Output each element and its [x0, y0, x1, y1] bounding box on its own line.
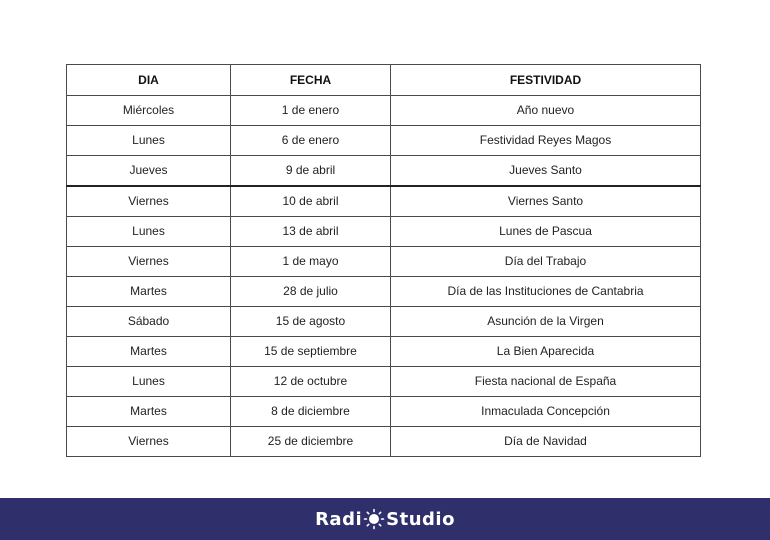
- table-row: [67, 367, 701, 397]
- cell-festividad: Inmaculada Concepción: [391, 397, 701, 427]
- logo-text-right: Studio: [386, 508, 455, 530]
- cell-fecha: 13 de abril: [231, 217, 391, 247]
- cell-festividad: Lunes de Pascua: [391, 217, 701, 247]
- table-row: [67, 126, 701, 156]
- cell-festividad: Viernes Santo: [391, 186, 701, 217]
- cell-dia: Viernes: [67, 247, 231, 277]
- cell-fecha: 10 de abril: [231, 186, 391, 217]
- cell-fecha: 9 de abril: [231, 156, 391, 187]
- cell-festividad: Día de Navidad: [391, 427, 701, 457]
- cell-dia: Lunes: [67, 126, 231, 156]
- cell-festividad: Fiesta nacional de España: [391, 367, 701, 397]
- table-row: [67, 186, 701, 217]
- holidays-table: [66, 64, 701, 457]
- table-row: [67, 427, 701, 457]
- cell-festividad: La Bien Aparecida: [391, 337, 701, 367]
- cell-dia: Martes: [67, 277, 231, 307]
- cell-dia: Miércoles: [67, 96, 231, 126]
- header-fecha: FECHA: [231, 65, 391, 96]
- cell-fecha: 6 de enero: [231, 126, 391, 156]
- cell-fecha: 15 de septiembre: [231, 337, 391, 367]
- cell-dia: Lunes: [67, 217, 231, 247]
- cell-fecha: 1 de enero: [231, 96, 391, 126]
- cell-dia: Viernes: [67, 186, 231, 217]
- cell-dia: Sábado: [67, 307, 231, 337]
- cell-fecha: 8 de diciembre: [231, 397, 391, 427]
- table-row: [67, 307, 701, 337]
- table-row: [67, 247, 701, 277]
- cell-festividad: Festividad Reyes Magos: [391, 126, 701, 156]
- cell-festividad: Año nuevo: [391, 96, 701, 126]
- table-row: [67, 156, 701, 187]
- cell-festividad: Jueves Santo: [391, 156, 701, 187]
- cell-festividad: Día de las Instituciones de Cantabria: [391, 277, 701, 307]
- logo-text-left: Radi: [315, 508, 363, 530]
- cell-festividad: Día del Trabajo: [391, 247, 701, 277]
- cell-fecha: 15 de agosto: [231, 307, 391, 337]
- cell-festividad: Asunción de la Virgen: [391, 307, 701, 337]
- table-row: [67, 217, 701, 247]
- header-dia: DIA: [67, 65, 231, 96]
- table-row: [67, 277, 701, 307]
- cell-dia: Viernes: [67, 427, 231, 457]
- table-body: [67, 96, 701, 457]
- cell-fecha: 25 de diciembre: [231, 427, 391, 457]
- header-festividad: FESTIVIDAD: [391, 65, 701, 96]
- table-row: [67, 96, 701, 126]
- radiostudio-logo: [315, 508, 455, 530]
- footer-bar: [0, 498, 770, 540]
- cell-fecha: 12 de octubre: [231, 367, 391, 397]
- sun-icon: [363, 508, 385, 530]
- cell-dia: Jueves: [67, 156, 231, 187]
- table-row: [67, 337, 701, 367]
- cell-fecha: 1 de mayo: [231, 247, 391, 277]
- cell-dia: Martes: [67, 397, 231, 427]
- cell-fecha: 28 de julio: [231, 277, 391, 307]
- cell-dia: Martes: [67, 337, 231, 367]
- table-header-row: [67, 65, 701, 96]
- table-row: [67, 397, 701, 427]
- cell-dia: Lunes: [67, 367, 231, 397]
